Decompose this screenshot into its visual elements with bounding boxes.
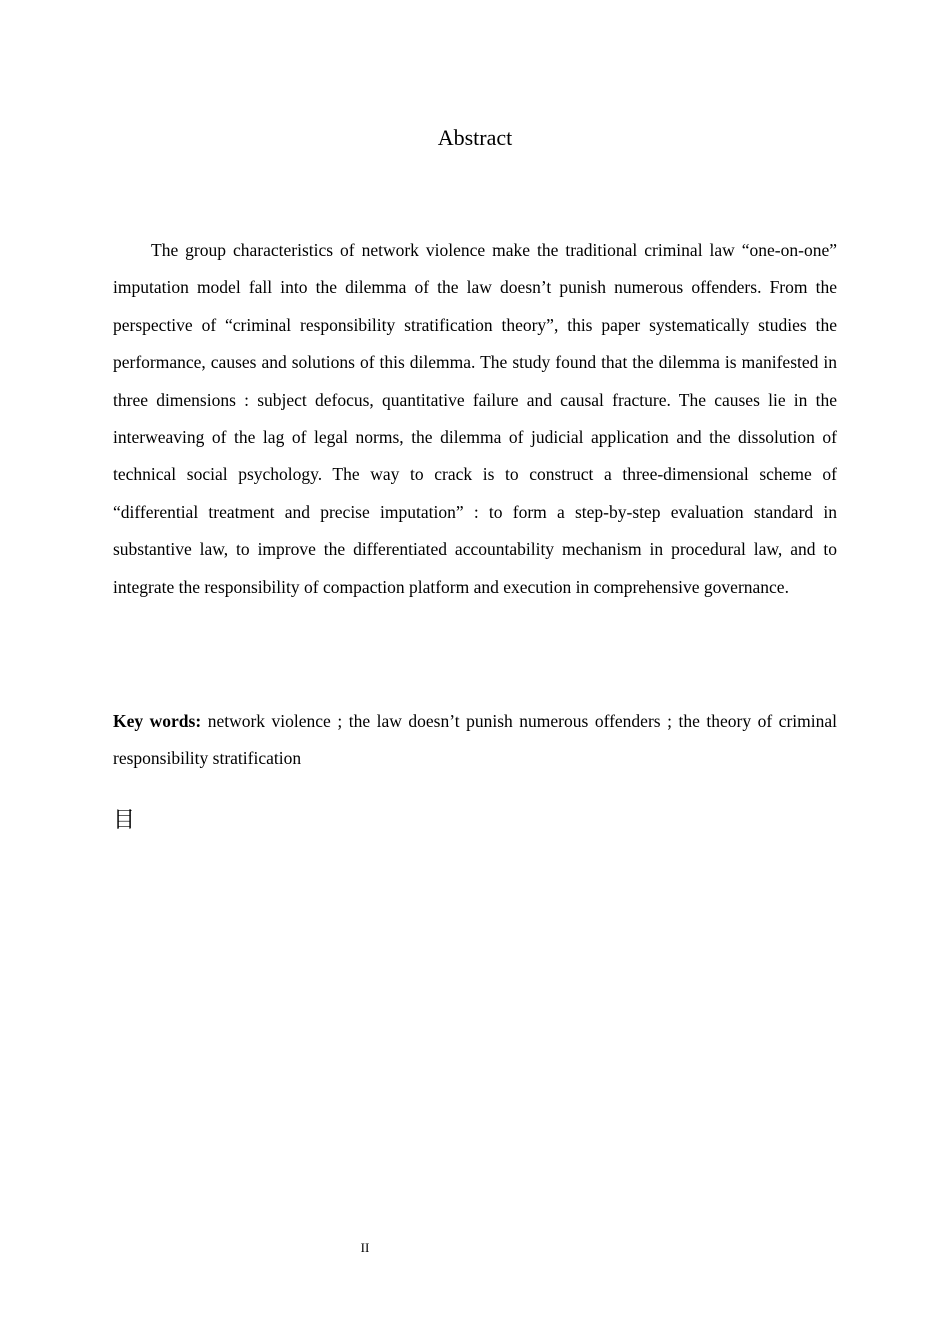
keywords-text: network violence ; the law doesn’t punish numerous offenders ; the theory of criminal responsibility stratification <box>113 711 837 769</box>
keywords-paragraph <box>113 703 837 778</box>
abstract-body: The group characteristics of network violence make the traditional criminal law “one-on-one” imputation model fall into the dilemma of the law doesn’t punish numerous offenders. From the perspective of “criminal responsibility stratification theory”, this paper systematically studies the performance, causes and solutions of this dilemma. The study found that the dilemma is manifested in three dimensions : subject defocus, quantitative failure and causal fracture. The causes lie in the interweaving of the lag of legal norms, the dilemma of judicial application and the dissolution of technical social psychology. The way to crack is to construct a three-dimensional scheme of “differential treatment and precise imputation” : to form a step-by-step evaluation standard in substantive law, to improve the differentiated accountability mechanism in procedural law, and to integrate the responsibility of compaction platform and execution in comprehensive governance. <box>113 240 837 597</box>
page-number: II <box>360 1240 370 1255</box>
abstract-title: Abstract <box>437 125 513 150</box>
keywords-label: Key words: <box>113 711 202 731</box>
toc-heading: 目 <box>113 808 136 833</box>
